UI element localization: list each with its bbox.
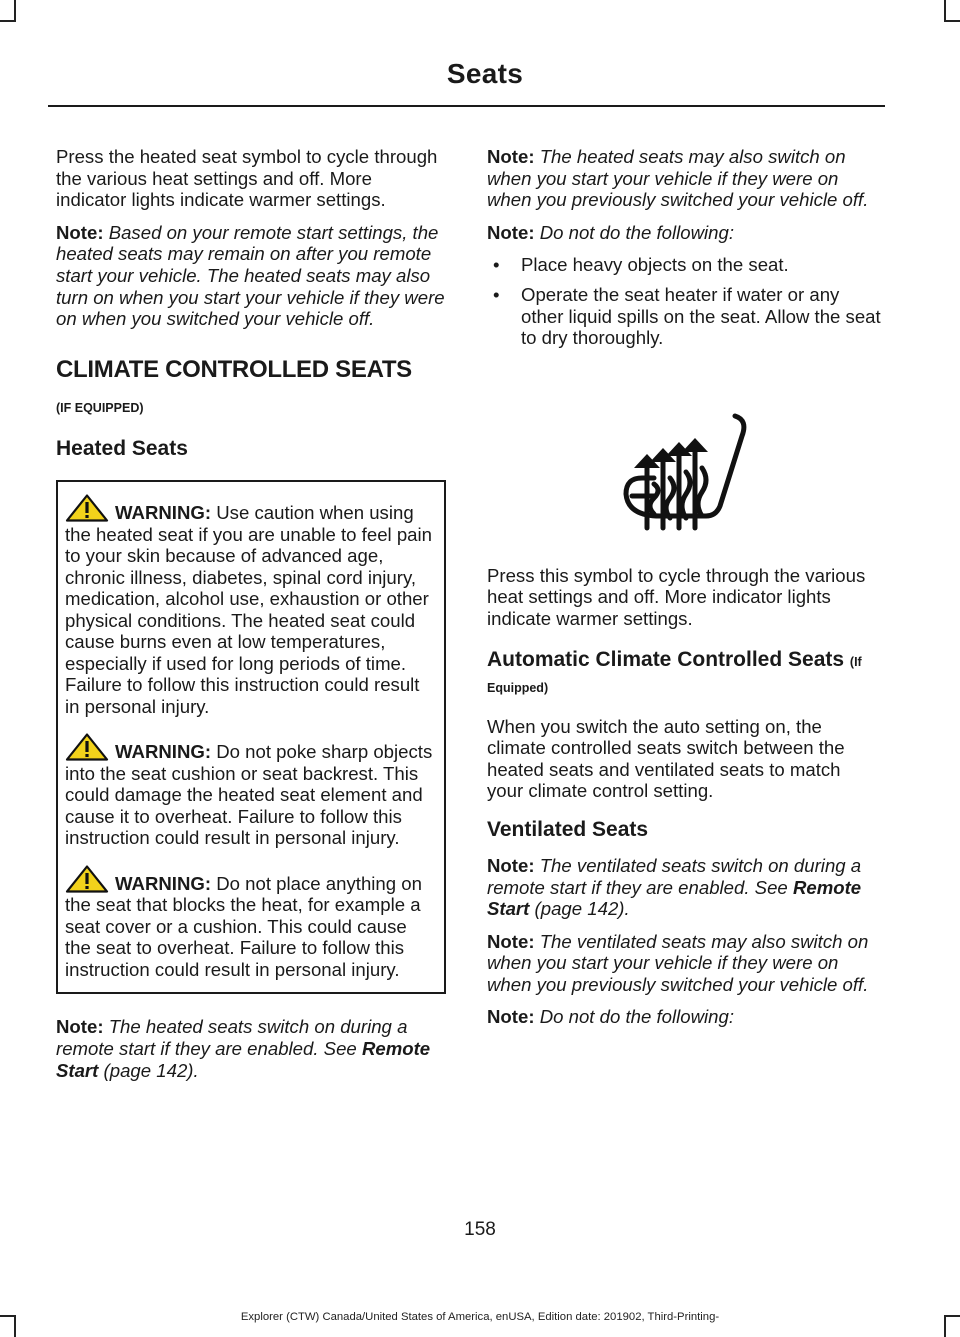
note-text: The heated seats switch on during a remote start if they are enabled. See xyxy=(56,1016,408,1059)
auto-climate-title xyxy=(487,648,881,700)
crop-mark xyxy=(14,0,16,20)
if-equipped-label: (If Equipped) xyxy=(487,654,862,695)
warning-label: WARNING: xyxy=(115,872,212,894)
header-divider xyxy=(48,105,885,107)
note-remote-start xyxy=(56,1016,446,1081)
warning-item xyxy=(65,494,436,717)
note-do-not xyxy=(487,222,881,244)
list-item: • Operate the seat heater if water or any other liquid spills on the seat. Allow the seat to dry thoroughly. xyxy=(487,284,881,349)
heated-seats-title: Heated Seats xyxy=(56,437,188,461)
crop-mark xyxy=(0,20,16,22)
warning-text: Do not poke sharp objects into the seat cushion or seat backrest. This could damage the heated seat element and cause it to overheat. Failure to follow this instruction could result in personal injury. xyxy=(65,741,433,849)
if-equipped-label: (IF EQUIPPED) xyxy=(56,400,144,415)
heated-seat-icon xyxy=(620,408,750,533)
warning-triangle-icon xyxy=(65,865,109,893)
section-title: CLIMATE CONTROLLED SEATS xyxy=(56,355,412,383)
note-remote-start-settings xyxy=(56,222,446,330)
note-label: Note: xyxy=(56,1016,104,1038)
note-vent-do-not xyxy=(487,1006,881,1028)
warning-triangle-icon xyxy=(65,733,109,761)
note-label: Note: xyxy=(56,221,104,243)
intro-paragraph: Press the heated seat symbol to cycle through the various heat settings and off. More indicator lights indicate warmer settings. xyxy=(56,146,438,211)
warning-item xyxy=(65,865,436,981)
warning-text: Do not place anything on the seat that blocks the heat, for example a seat cover or a cushion. This could cause the seat to overheat. Failure to follow this instruction could result in personal injury. xyxy=(65,872,422,980)
warning-item xyxy=(65,733,436,849)
page-reference: (page 142). xyxy=(534,898,630,920)
auto-climate-paragraph: When you switch the auto setting on, the climate controlled seats switch between the heated seats and ventilated seats to match your climate control setting. xyxy=(487,715,845,802)
list-item: • Place heavy objects on the seat. xyxy=(487,254,881,276)
note-label: Note: xyxy=(487,221,535,243)
note-label: Note: xyxy=(487,930,535,952)
crop-mark xyxy=(944,20,960,22)
do-not-list xyxy=(487,254,881,348)
page-reference: (page 142). xyxy=(103,1059,199,1081)
warning-triangle-icon xyxy=(65,494,109,522)
press-symbol-paragraph: Press this symbol to cycle through the various heat settings and off. More indicator lights indicate warmer settings. xyxy=(487,564,866,629)
left-column xyxy=(56,146,446,1092)
page-title: Seats xyxy=(446,58,524,89)
crop-mark xyxy=(944,0,946,20)
note-text: The ventilated seats may also switch on when you start your vehicle if they were on when you previously switched your vehicle off. xyxy=(487,930,869,995)
note-label: Note: xyxy=(487,1006,535,1028)
note-text: The heated seats may also switch on when you start your vehicle if they were on when you previously switched your vehicle off. xyxy=(487,146,869,211)
warning-text: Use caution when using the heated seat if you are unable to feel pain to your skin because of advanced age, chronic illness, diabetes, spinal cord injury, medication, alcohol use, exhaustion or other physical conditions. The heated seat could cause burns even at low temperatures, especially if used for long periods of time. Failure to follow this instruction could result in personal injury. xyxy=(65,502,432,717)
right-column xyxy=(487,146,881,1039)
note-text: The ventilated seats switch on during a remote start if they are enabled. See xyxy=(487,854,862,898)
note-text: Do not do the following: xyxy=(539,221,735,243)
note-text: Based on your remote start settings, the heated seats may remain on after you remote start your vehicle. The heated seats may also turn on when you start your vehicle if they were on when you switched your vehicle off. xyxy=(56,221,445,330)
note-vent-remote-start xyxy=(487,855,881,920)
ventilated-seats-title: Ventilated Seats xyxy=(487,817,649,841)
note-label: Note: xyxy=(487,146,535,167)
warning-label: WARNING: xyxy=(115,741,212,763)
footer-text: Explorer (CTW) Canada/United States of America, enUSA, Edition date: 201902, Third-Printing- xyxy=(240,1311,720,1323)
auto-climate-title-text: Automatic Climate Controlled Seats xyxy=(487,647,845,671)
warning-box xyxy=(56,480,446,994)
note-text: Do not do the following: xyxy=(539,1006,735,1028)
note-label: Note: xyxy=(487,854,535,876)
page-number: 158 xyxy=(464,1219,496,1240)
remote-start-link[interactable]: Remote Start xyxy=(487,876,862,920)
note-vent-previous-state xyxy=(487,931,881,996)
note-previous-state xyxy=(487,146,881,211)
remote-start-link[interactable]: Remote Start xyxy=(56,1037,431,1081)
warning-label: WARNING: xyxy=(115,502,212,524)
